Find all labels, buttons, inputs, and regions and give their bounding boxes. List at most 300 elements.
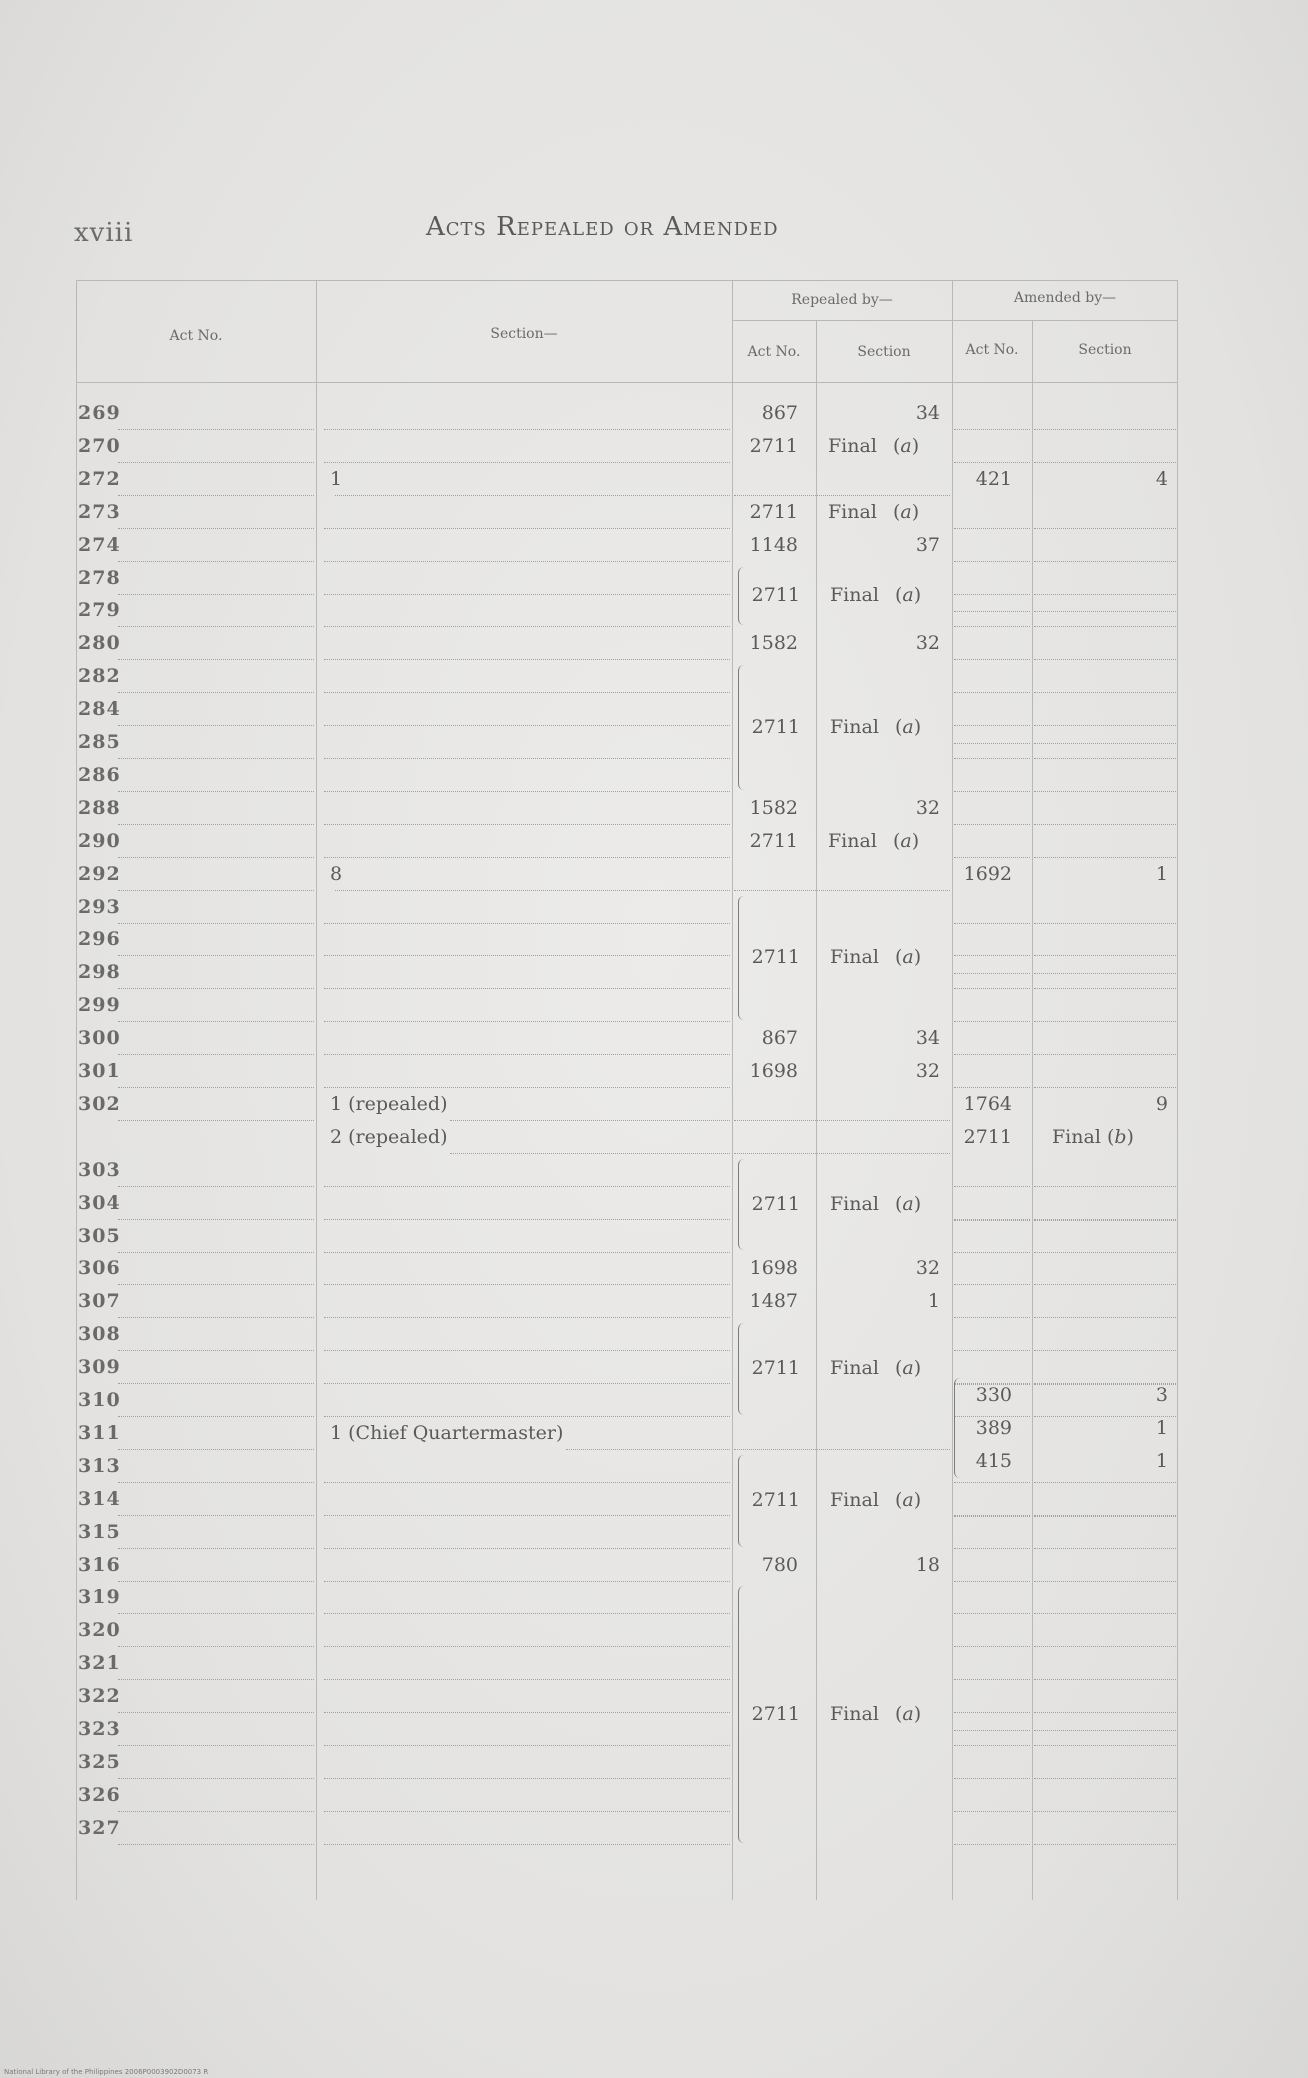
amended-leader: [954, 826, 1030, 858]
table-row: [76, 661, 1178, 693]
act-number: 284: [78, 698, 121, 721]
act-number: 326: [78, 1783, 121, 1806]
act-leader: [118, 990, 314, 1022]
repealed-section: 34: [915, 1027, 940, 1050]
group-repealed-act-no: 2711: [751, 583, 800, 606]
amended-act-no: 421: [975, 467, 1012, 490]
act-leader: [118, 727, 314, 759]
amended-leader: [1034, 1155, 1176, 1187]
act-number: 301: [78, 1060, 121, 1082]
section-leader: [324, 1319, 730, 1351]
repealed-leader: [734, 859, 950, 891]
section-leader: [324, 760, 730, 792]
amended-leader: [954, 530, 1030, 562]
act-number: 290: [78, 829, 121, 852]
section-leader: [324, 1188, 730, 1220]
act-number: 300: [78, 1027, 121, 1050]
table-row: [76, 1780, 1178, 1812]
repealed-section: 32: [915, 1257, 940, 1280]
act-leader: [118, 1188, 314, 1220]
act-leader: [118, 1352, 314, 1384]
act-leader: [118, 497, 314, 529]
scan-footer: National Library of the Philippines 2006P0003902D0073 R: [4, 2068, 209, 2076]
section-leader: [324, 497, 730, 529]
amended-leader: [1034, 1056, 1176, 1088]
repealed-section: Final (a): [828, 500, 920, 523]
act-leader: [118, 859, 314, 891]
act-leader: [118, 1714, 314, 1746]
table-row: [76, 990, 1178, 1022]
section-text: 8: [330, 862, 343, 885]
amended-leader: [954, 1550, 1030, 1582]
act-leader: [118, 892, 314, 924]
table-row: [76, 1122, 1178, 1154]
act-leader: [118, 661, 314, 693]
act-leader: [118, 957, 314, 989]
act-leader: [118, 1484, 314, 1516]
act-leader: [118, 563, 314, 595]
act-leader: [118, 1582, 314, 1614]
header-repealed-by: Repealed by—: [791, 292, 893, 308]
section-leader: [324, 1221, 730, 1253]
section-text: 1: [330, 467, 343, 490]
act-leader: [118, 793, 314, 825]
act-number: 321: [78, 1652, 121, 1675]
group-repealed-section: Final (a): [830, 1702, 922, 1725]
table-top-rule: [76, 280, 1178, 281]
amended-leader: [954, 1189, 1030, 1221]
table-row: [76, 892, 1178, 924]
act-number: 292: [78, 862, 121, 885]
table-row: [76, 1056, 1178, 1088]
act-leader: [118, 1253, 314, 1285]
amended-leader: [954, 398, 1030, 430]
act-leader: [118, 826, 314, 858]
amended-leader: [954, 1221, 1030, 1253]
amended-leader: [1034, 1747, 1176, 1779]
amended-act-no: 415: [975, 1449, 1012, 1472]
amended-leader: [1034, 497, 1176, 529]
section-leader: [324, 1286, 730, 1318]
amended-leader: [1034, 793, 1176, 825]
page-number: xviii: [74, 218, 134, 248]
group-repealed-section: Final (a): [830, 583, 922, 606]
header-rep-section: Section: [857, 344, 911, 360]
section-leader: [324, 892, 730, 924]
act-leader: [118, 694, 314, 726]
act-leader: [118, 1221, 314, 1253]
section-leader: [324, 1714, 730, 1746]
amended-bracket: [954, 1378, 961, 1478]
act-number: 323: [78, 1718, 121, 1740]
section-leader: [324, 1582, 730, 1614]
table-row: [76, 760, 1178, 792]
amended-act-no: 1692: [963, 862, 1012, 885]
amended-leader: [954, 1648, 1030, 1680]
amended-leader: [1034, 661, 1176, 693]
amended-leader: [1034, 1780, 1176, 1812]
section-leader: [324, 398, 730, 430]
repealed-section: Final (a): [828, 829, 920, 852]
act-leader: [118, 431, 314, 463]
table-row: [76, 1451, 1178, 1483]
table-row: [76, 464, 1178, 496]
amended-act-no: 2711: [963, 1125, 1012, 1148]
amended-leader: [954, 497, 1030, 529]
act-number: 298: [78, 961, 121, 984]
repealed-section: Final (a): [828, 434, 920, 457]
act-number: 273: [78, 500, 121, 523]
amended-leader: [954, 661, 1030, 693]
amended-act-no: 330: [975, 1383, 1012, 1406]
section-leader: [450, 1089, 730, 1121]
amended-leader: [954, 1615, 1030, 1647]
act-number: 305: [78, 1224, 121, 1247]
amended-leader: [954, 942, 1030, 974]
repealed-act-no: 780: [761, 1553, 798, 1576]
repealed-act-no: 867: [761, 402, 798, 424]
act-leader: [118, 1319, 314, 1351]
acts-table: [76, 268, 1178, 1900]
table-row: [76, 497, 1178, 529]
section-text: 1 (Chief Quartermaster): [330, 1421, 564, 1444]
section-leader: [324, 595, 730, 627]
act-leader: [118, 1089, 314, 1121]
table-row: [76, 628, 1178, 660]
table-row: [76, 1221, 1178, 1253]
repealed-section: 34: [915, 402, 940, 424]
act-number: 278: [78, 566, 121, 589]
table-row: [76, 1747, 1178, 1779]
section-leader: [324, 1253, 730, 1285]
table-row: [76, 1385, 1178, 1417]
section-leader: [324, 1451, 730, 1483]
act-leader: [118, 530, 314, 562]
act-number: 322: [78, 1685, 121, 1708]
header-am-section: Section: [1078, 342, 1132, 358]
section-leader: [566, 1418, 731, 1450]
act-leader: [118, 398, 314, 430]
act-leader: [118, 1780, 314, 1812]
amended-leader: [1034, 1550, 1176, 1582]
section-leader: [324, 628, 730, 660]
group-repealed-act-no: 2711: [751, 1702, 800, 1725]
amended-act-no: 1764: [963, 1092, 1012, 1115]
repealed-act-no: 2711: [749, 829, 798, 852]
amended-leader: [954, 1517, 1030, 1549]
table-row: [76, 1286, 1178, 1318]
repealed-section: 32: [915, 796, 940, 819]
act-leader: [118, 1517, 314, 1549]
amended-leader: [954, 431, 1030, 463]
amended-leader: [1034, 1582, 1176, 1614]
amended-section: 1: [1155, 1416, 1168, 1439]
act-number: 316: [78, 1553, 121, 1576]
section-leader: [324, 1747, 730, 1779]
act-number: 306: [78, 1257, 121, 1280]
table-row: [76, 1253, 1178, 1285]
act-number: 270: [78, 434, 121, 457]
table-row: [76, 1615, 1178, 1647]
act-number: 315: [78, 1520, 121, 1543]
amended-section: 1: [1155, 862, 1168, 885]
repealed-act-no: 867: [761, 1027, 798, 1050]
amended-leader: [1034, 1189, 1176, 1221]
amended-leader: [1034, 760, 1176, 792]
group-repealed-act-no: 2711: [751, 945, 800, 968]
amended-leader: [954, 1747, 1030, 1779]
act-number: 304: [78, 1191, 121, 1214]
act-leader: [118, 1813, 314, 1845]
act-number: 309: [78, 1356, 121, 1379]
act-leader: [118, 1550, 314, 1582]
header-amended-by: Amended by—: [1013, 290, 1117, 306]
amended-leader: [954, 1485, 1030, 1517]
section-leader: [324, 1550, 730, 1582]
amended-leader: [1034, 1319, 1176, 1351]
table-row: [76, 1089, 1178, 1121]
section-leader: [324, 1681, 730, 1713]
act-number: 288: [78, 796, 121, 819]
table-row: [76, 1582, 1178, 1614]
section-text: 2 (repealed): [330, 1125, 448, 1148]
amended-leader: [1034, 1221, 1176, 1253]
table-row: [76, 1155, 1178, 1187]
header-act-no: Act No.: [169, 328, 223, 344]
amended-leader: [1034, 712, 1176, 744]
amended-leader: [1034, 1813, 1176, 1845]
group-repealed-section: Final (a): [830, 945, 922, 968]
act-number: 307: [78, 1290, 121, 1313]
section-leader: [450, 1122, 730, 1154]
amended-leader: [954, 1813, 1030, 1845]
section-leader: [324, 924, 730, 956]
act-number: 296: [78, 928, 121, 951]
table-row: [76, 1648, 1178, 1680]
amended-leader: [954, 1155, 1030, 1187]
amended-leader: [1034, 628, 1176, 660]
amended-section: Final (b): [1052, 1125, 1134, 1148]
act-number: 303: [78, 1158, 121, 1181]
act-leader: [118, 1056, 314, 1088]
section-leader: [335, 464, 731, 496]
section-leader: [324, 990, 730, 1022]
repealed-leader: [734, 464, 950, 496]
repealed-act-no: 1582: [749, 632, 798, 655]
amended-leader: [954, 1319, 1030, 1351]
table-row: [76, 826, 1178, 858]
amended-leader: [954, 712, 1030, 744]
amended-leader: [954, 1286, 1030, 1318]
act-number: 302: [78, 1092, 121, 1115]
section-leader: [324, 530, 730, 562]
group-repealed-act-no: 2711: [751, 1192, 800, 1215]
repealed-act-no: 2711: [749, 500, 798, 523]
amended-leader: [954, 1056, 1030, 1088]
amended-leader: [1034, 990, 1176, 1022]
repealed-act-no: 2711: [749, 434, 798, 457]
act-leader: [118, 628, 314, 660]
amended-leader: [1034, 580, 1176, 612]
section-leader: [324, 1385, 730, 1417]
amended-leader: [1034, 1023, 1176, 1055]
header-bottom-rule: [76, 382, 1178, 383]
amended-leader: [954, 1253, 1030, 1285]
repealed-section: 1: [927, 1290, 940, 1313]
amended-leader: [954, 793, 1030, 825]
group-repealed-act-no: 2711: [751, 715, 800, 738]
table-row: [76, 1023, 1178, 1055]
act-number: 269: [78, 402, 121, 424]
act-number: 293: [78, 895, 121, 918]
amended-leader: [1034, 826, 1176, 858]
group-repealed-section: Final (a): [830, 715, 922, 738]
table-row: [76, 1319, 1178, 1351]
amended-section: 9: [1155, 1092, 1168, 1115]
act-number: 311: [78, 1421, 121, 1444]
repealed-act-no: 1698: [749, 1257, 798, 1280]
header-rep-act-no: Act No.: [747, 344, 801, 360]
section-leader: [324, 957, 730, 989]
repealed-leader: [734, 1122, 950, 1154]
act-leader: [118, 1451, 314, 1483]
amended-section: 1: [1155, 1449, 1168, 1472]
section-leader: [324, 1648, 730, 1680]
repealed-section: 37: [915, 533, 940, 556]
act-leader: [118, 1385, 314, 1417]
table-row: [76, 431, 1178, 463]
table-row: [76, 530, 1178, 562]
page-title: Acts Repealed or Amended: [426, 212, 779, 242]
amended-leader: [1034, 398, 1176, 430]
amended-leader: [1034, 530, 1176, 562]
repealed-section: 18: [915, 1553, 940, 1576]
amended-leader: [954, 1023, 1030, 1055]
amended-leader: [1034, 942, 1176, 974]
amended-leader: [1034, 1485, 1176, 1517]
section-leader: [324, 727, 730, 759]
act-leader: [118, 1155, 314, 1187]
amended-leader: [954, 628, 1030, 660]
repealed-act-no: 1582: [749, 796, 798, 819]
table-row: [76, 793, 1178, 825]
amended-leader: [1034, 1286, 1176, 1318]
section-leader: [335, 859, 731, 891]
section-leader: [324, 1484, 730, 1516]
repealed-section: 32: [915, 632, 940, 655]
act-number: 272: [78, 467, 121, 490]
act-number: 319: [78, 1586, 121, 1609]
amended-leader: [1034, 1699, 1176, 1731]
repealed-leader: [734, 1418, 950, 1450]
act-number: 310: [78, 1389, 121, 1411]
table-row: [76, 1813, 1178, 1845]
act-number: 299: [78, 994, 121, 1017]
table-row: [76, 859, 1178, 891]
act-leader: [118, 1418, 314, 1450]
section-leader: [324, 793, 730, 825]
section-leader: [324, 694, 730, 726]
amended-act-no: 389: [975, 1416, 1012, 1439]
repealed-section: 32: [915, 1060, 940, 1082]
act-leader: [118, 1286, 314, 1318]
amended-leader: [954, 1699, 1030, 1731]
section-text: 1 (repealed): [330, 1092, 448, 1115]
act-leader: [118, 760, 314, 792]
amended-leader: [1034, 1615, 1176, 1647]
header-am-act-no: Act No.: [965, 342, 1019, 358]
act-leader: [118, 1023, 314, 1055]
act-leader: [118, 1615, 314, 1647]
group-repealed-section: Final (a): [830, 1192, 922, 1215]
act-leader: [118, 595, 314, 627]
amended-leader: [954, 760, 1030, 792]
act-leader: [118, 464, 314, 496]
act-number: 286: [78, 763, 121, 786]
act-number: 274: [78, 533, 121, 556]
section-leader: [324, 563, 730, 595]
amended-leader: [954, 892, 1030, 924]
act-leader: [118, 1681, 314, 1713]
header-group-rule: [732, 320, 1178, 321]
table-row: [76, 1517, 1178, 1549]
section-leader: [324, 1813, 730, 1845]
repealed-act-no: 1487: [749, 1290, 798, 1313]
group-repealed-section: Final (a): [830, 1357, 922, 1380]
act-number: 320: [78, 1619, 121, 1642]
group-repealed-act-no: 2711: [751, 1488, 800, 1511]
section-leader: [324, 1056, 730, 1088]
repealed-act-no: 1698: [749, 1060, 798, 1082]
section-leader: [324, 1517, 730, 1549]
amended-leader: [954, 580, 1030, 612]
amended-leader: [1034, 1253, 1176, 1285]
amended-leader: [954, 990, 1030, 1022]
section-leader: [324, 1780, 730, 1812]
section-leader: [324, 1352, 730, 1384]
amended-section: 4: [1155, 467, 1168, 490]
amended-leader: [1034, 431, 1176, 463]
header-section: Section—: [490, 326, 558, 342]
table-row: [76, 1550, 1178, 1582]
amended-leader: [1034, 1517, 1176, 1549]
amended-section: 3: [1155, 1383, 1168, 1406]
group-repealed-act-no: 2711: [751, 1357, 800, 1380]
act-number: 314: [78, 1487, 121, 1510]
act-leader: [118, 924, 314, 956]
act-number: 285: [78, 731, 121, 753]
section-leader: [324, 826, 730, 858]
amended-leader: [954, 1582, 1030, 1614]
section-leader: [324, 431, 730, 463]
section-leader: [324, 1023, 730, 1055]
act-leader: [118, 1747, 314, 1779]
group-repealed-section: Final (a): [830, 1488, 922, 1511]
act-number: 313: [78, 1454, 121, 1477]
act-number: 325: [78, 1750, 121, 1773]
act-number: 308: [78, 1323, 121, 1346]
table-row: [76, 1418, 1178, 1450]
amended-leader: [1034, 1648, 1176, 1680]
repealed-act-no: 1148: [749, 533, 798, 556]
table-row: [76, 398, 1178, 430]
repealed-leader: [734, 1089, 950, 1121]
section-leader: [324, 1615, 730, 1647]
act-number: 280: [78, 632, 121, 655]
section-leader: [324, 1155, 730, 1187]
act-number: 282: [78, 665, 121, 688]
section-leader: [324, 661, 730, 693]
